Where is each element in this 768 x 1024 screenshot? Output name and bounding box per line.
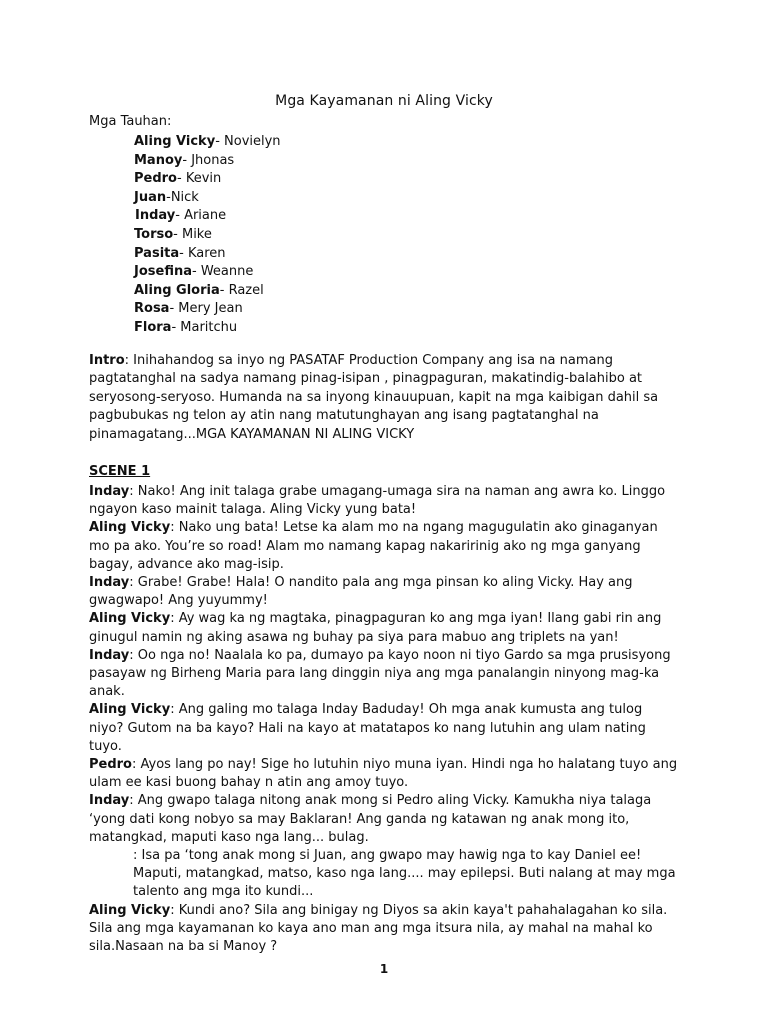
- cast-role: Aling Vicky: [134, 134, 216, 149]
- cast-actor: - Ariane: [175, 208, 227, 224]
- speaker-name: Aling Vicky: [89, 702, 171, 718]
- intro-label: Intro: [89, 353, 125, 368]
- line-text: : Nako ung bata! Letse ka alam mo na ngang magugulatin ako ginaganyan mo pa ako. You’re so road! Alam mo namang kapag nakaririnig ako ng mga ganyang bagay, advance ako mag-isip.: [89, 520, 658, 572]
- cast-item: [134, 282, 281, 301]
- cast-actor: -Nick: [166, 189, 199, 205]
- cast-actor: - Maritchu: [171, 319, 238, 335]
- cast-item: [134, 245, 281, 264]
- dialogue-block: [89, 483, 679, 956]
- cast-actor: - Jhonas: [182, 152, 235, 168]
- cast-item: [134, 207, 281, 226]
- line-text: : Ay wag ka ng magtaka, pinagpaguran ko ang mga iyan! Ilang gabi rin ang ginugul namin ng aking asawa ng buhay pa siya para mabuo ang triplets na yan!: [89, 611, 662, 645]
- cast-item: [134, 226, 281, 245]
- cast-actor: - Kevin: [177, 171, 222, 187]
- intro-paragraph: [89, 352, 689, 444]
- speaker-name: Aling Vicky: [89, 611, 171, 627]
- cast-actor: - Karen: [179, 245, 226, 261]
- line-text: : Oo nga no! Naalala ko pa, dumayo pa kayo noon ni tiyo Gardo sa mga prusisyong pasayaw ng Birheng Maria para lang dinggin niya ang mga panalangin ninyong mag-ka anak.: [89, 647, 671, 700]
- speaker-name: Inday: [89, 647, 130, 663]
- speaker-name: Aling Vicky: [89, 902, 171, 918]
- cast-role: Aling Gloria: [134, 282, 220, 298]
- intro-text: : Inihahandog sa inyo ng PASATAF Production Company ang isa na namang pagtatanghal na sadya namang pinag-isipan , pinagpaguran, makatindig-balahibo at seryosong-seryoso. Humanda na sa inyong kinauupuan, kapit na mga kaibigan dahil sa pagbubukas ng telon ay atin nang matutunghayan ang isang pagtatanghal na pinamagatang...MGA KAYAMANAN NI ALING VICKY: [89, 353, 659, 442]
- cast-actor: - Razel: [219, 282, 264, 298]
- cast-role: Inday: [135, 208, 176, 224]
- line-text: : Isa pa ‘tong anak mong si Juan, ang gwapo may hawig nga to kay Daniel ee! Maputi, matangkad, matso, kaso nga lang.... may epilepsi. Buti nalang at may mga talento ang mga ito kundi...: [133, 848, 676, 900]
- line-text: : Nako! Ang init talaga grabe umagang-umaga sira na naman ang awra ko. Linggo ngayon kaso mainit talaga. Aling Vicky yung bata!: [89, 484, 666, 518]
- cast-item: [134, 133, 281, 152]
- dialogue-line: [89, 574, 679, 610]
- line-text: : Grabe! Grabe! Hala! O nandito pala ang mga pinsan ko aling Vicky. Hay ang gwagwapo! Ang yuyummy!: [89, 575, 633, 609]
- dialogue-line-continued: [89, 847, 679, 902]
- cast-role: Manoy: [134, 152, 183, 168]
- line-text: : Ang galing mo talaga Inday Baduday! Oh mga anak kumusta ang tulog niyo? Gutom na ba kayo? Hali na kayo at matatapos ko nang lutuhin ang ulam nating tuyo.: [89, 702, 646, 754]
- cast-role: Flora: [134, 319, 172, 335]
- line-text: : Ang gwapo talaga nitong anak mong si Pedro aling Vicky. Kamukha niya talaga ‘yong dati kong nobyo sa may Baklaran! Ang ganda ng katawan ng anak mong ito, matangkad, maputi kaso nga lang... bulag.: [89, 793, 652, 845]
- cast-item: [134, 152, 281, 171]
- dialogue-line: [89, 792, 679, 847]
- cast-item: [134, 189, 281, 208]
- cast-actor: - Novielyn: [215, 134, 281, 149]
- dialogue-line: [89, 701, 679, 756]
- speaker-name: Inday: [89, 484, 130, 499]
- dialogue-line: [89, 902, 679, 957]
- cast-item: [134, 319, 281, 338]
- cast-actor: - Mery Jean: [169, 301, 243, 317]
- page-number: 1: [379, 962, 389, 976]
- cast-actor: - Weanne: [192, 264, 254, 280]
- speaker-name: Aling Vicky: [89, 520, 171, 536]
- dialogue-line: [89, 756, 679, 792]
- cast-role: Pedro: [134, 171, 177, 187]
- line-text: : Ayos lang po nay! Sige ho lutuhin niyo muna iyan. Hindi nga ho halatang tuyo ang ulam ee kasi buong bahay n atin ang amoy tuyo.: [89, 757, 678, 791]
- speaker-name: Inday: [89, 575, 130, 591]
- speaker-name: Pedro: [89, 757, 132, 773]
- document-title: Mga Kayamanan ni Aling Vicky: [275, 93, 493, 109]
- cast-list: [134, 133, 281, 338]
- dialogue-line: [89, 483, 679, 519]
- cast-role: Torso: [134, 226, 174, 242]
- cast-item: [134, 263, 281, 282]
- cast-actor: - Mike: [173, 226, 212, 242]
- cast-item: [134, 300, 281, 319]
- cast-heading: Mga Tauhan:: [89, 114, 172, 129]
- cast-role: Pasita: [134, 245, 180, 261]
- scene-heading: SCENE 1: [89, 464, 151, 479]
- line-text: : Kundi ano? Sila ang binigay ng Diyos sa akin kaya't pahahalagahan ko sila. Sila ang mga kayamanan ko kaya ano man ang mga itsura nila, ay mahal na mahal ko sila.Nasaan na ba si Manoy ?: [89, 902, 668, 955]
- cast-role: Josefina: [134, 264, 192, 280]
- dialogue-line: [89, 610, 679, 646]
- speaker-name: Inday: [89, 793, 130, 809]
- cast-role: Juan: [134, 189, 167, 205]
- cast-item: [134, 170, 281, 189]
- dialogue-line: [89, 519, 679, 574]
- cast-role: Rosa: [134, 301, 170, 317]
- dialogue-line: [89, 647, 679, 702]
